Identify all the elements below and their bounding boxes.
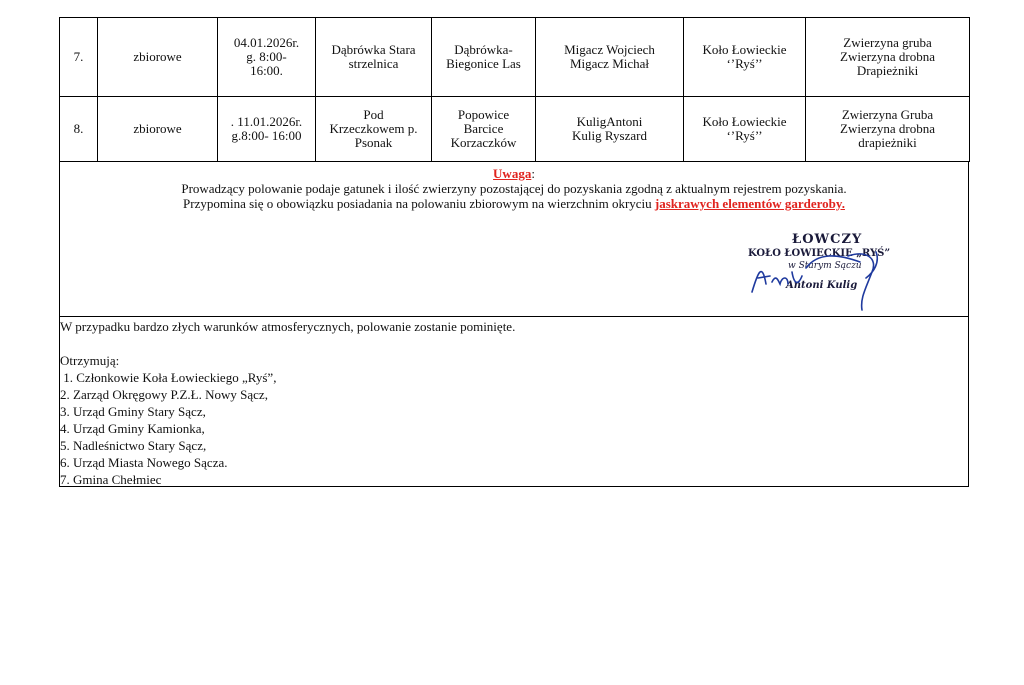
meeting-place: Pod Krzeczkowem p. Psonak bbox=[316, 97, 432, 162]
hunt-leaders: KuligAntoni Kulig Ryszard bbox=[536, 97, 684, 162]
official-stamp bbox=[748, 232, 898, 312]
notice-line-2: Przypomina się o obowiązku posiadania na polowaniu zbiorowym na wierzchnim okryciu jaskrawych elementów garderoby. bbox=[183, 196, 845, 211]
hunting-club: Koło Łowieckie ‘’Ryś’’ bbox=[684, 18, 806, 97]
notice-heading: Uwaga: bbox=[493, 166, 535, 181]
weather-note: W przypadku bardzo złych warunków atmosferycznych, polowanie zostanie pominięte. bbox=[60, 319, 516, 334]
hunt-date: . 11.01.2026r. g.8:00- 16:00 bbox=[218, 97, 316, 162]
notice-box bbox=[59, 162, 969, 317]
stamp-club: KOŁO ŁOWIECKIE „RYŚ” bbox=[748, 248, 891, 259]
hunt-date: 04.01.2026r. g. 8:00- 16:00. bbox=[218, 18, 316, 97]
list-item: 1. Członkowie Koła Łowieckiego „Ryś”, bbox=[60, 370, 277, 385]
table-row bbox=[60, 97, 970, 162]
notice-line-1: Prowadzący polowanie podaje gatunek i ilość zwierzyny pozostającej do pozyskania zgodną z aktualnym rejestrem pozyskania. bbox=[181, 181, 847, 196]
hunting-club: Koło Łowieckie ‘’Ryś’’ bbox=[684, 97, 806, 162]
list-item: 4. Urząd Gminy Kamionka, bbox=[60, 421, 205, 436]
hunt-area: Dąbrówka- Biegonice Las bbox=[432, 18, 536, 97]
hunt-schedule-table bbox=[59, 17, 970, 162]
distribution-section bbox=[59, 317, 969, 487]
stamp-title: ŁOWCZY bbox=[792, 232, 863, 247]
row-number: 8. bbox=[60, 97, 98, 162]
notice-title: Uwaga bbox=[493, 166, 532, 181]
hunt-type: zbiorowe bbox=[98, 18, 218, 97]
list-item: 6. Urząd Miasta Nowego Sącza. bbox=[60, 455, 228, 470]
stamp-name: Antoni Kulig bbox=[786, 280, 858, 291]
list-item: 7. Gmina Chełmiec bbox=[60, 472, 162, 487]
hunt-leaders: Migacz Wojciech Migacz Michał bbox=[536, 18, 684, 97]
list-item: 5. Nadleśnictwo Stary Sącz, bbox=[60, 438, 207, 453]
row-number: 7. bbox=[60, 18, 98, 97]
stamp-location: w Starym Sączu bbox=[788, 261, 862, 271]
recipients-title: Otrzymują: bbox=[60, 353, 120, 368]
list-item: 3. Urząd Gminy Stary Sącz, bbox=[60, 404, 206, 419]
meeting-place: Dąbrówka Stara strzelnica bbox=[316, 18, 432, 97]
list-item: 2. Zarząd Okręgowy P.Z.Ł. Nowy Sącz, bbox=[60, 387, 268, 402]
document-page bbox=[59, 17, 969, 487]
hunt-type: zbiorowe bbox=[98, 97, 218, 162]
game-species: Zwierzyna Gruba Zwierzyna drobna drapieżniki bbox=[806, 97, 970, 162]
game-species: Zwierzyna gruba Zwierzyna drobna Drapieżniki bbox=[806, 18, 970, 97]
table-row bbox=[60, 18, 970, 97]
handwritten-signature-icon bbox=[748, 232, 898, 312]
hunt-area: Popowice Barcice Korzaczków bbox=[432, 97, 536, 162]
notice-emphasis: jaskrawych elementów garderoby. bbox=[654, 196, 845, 211]
